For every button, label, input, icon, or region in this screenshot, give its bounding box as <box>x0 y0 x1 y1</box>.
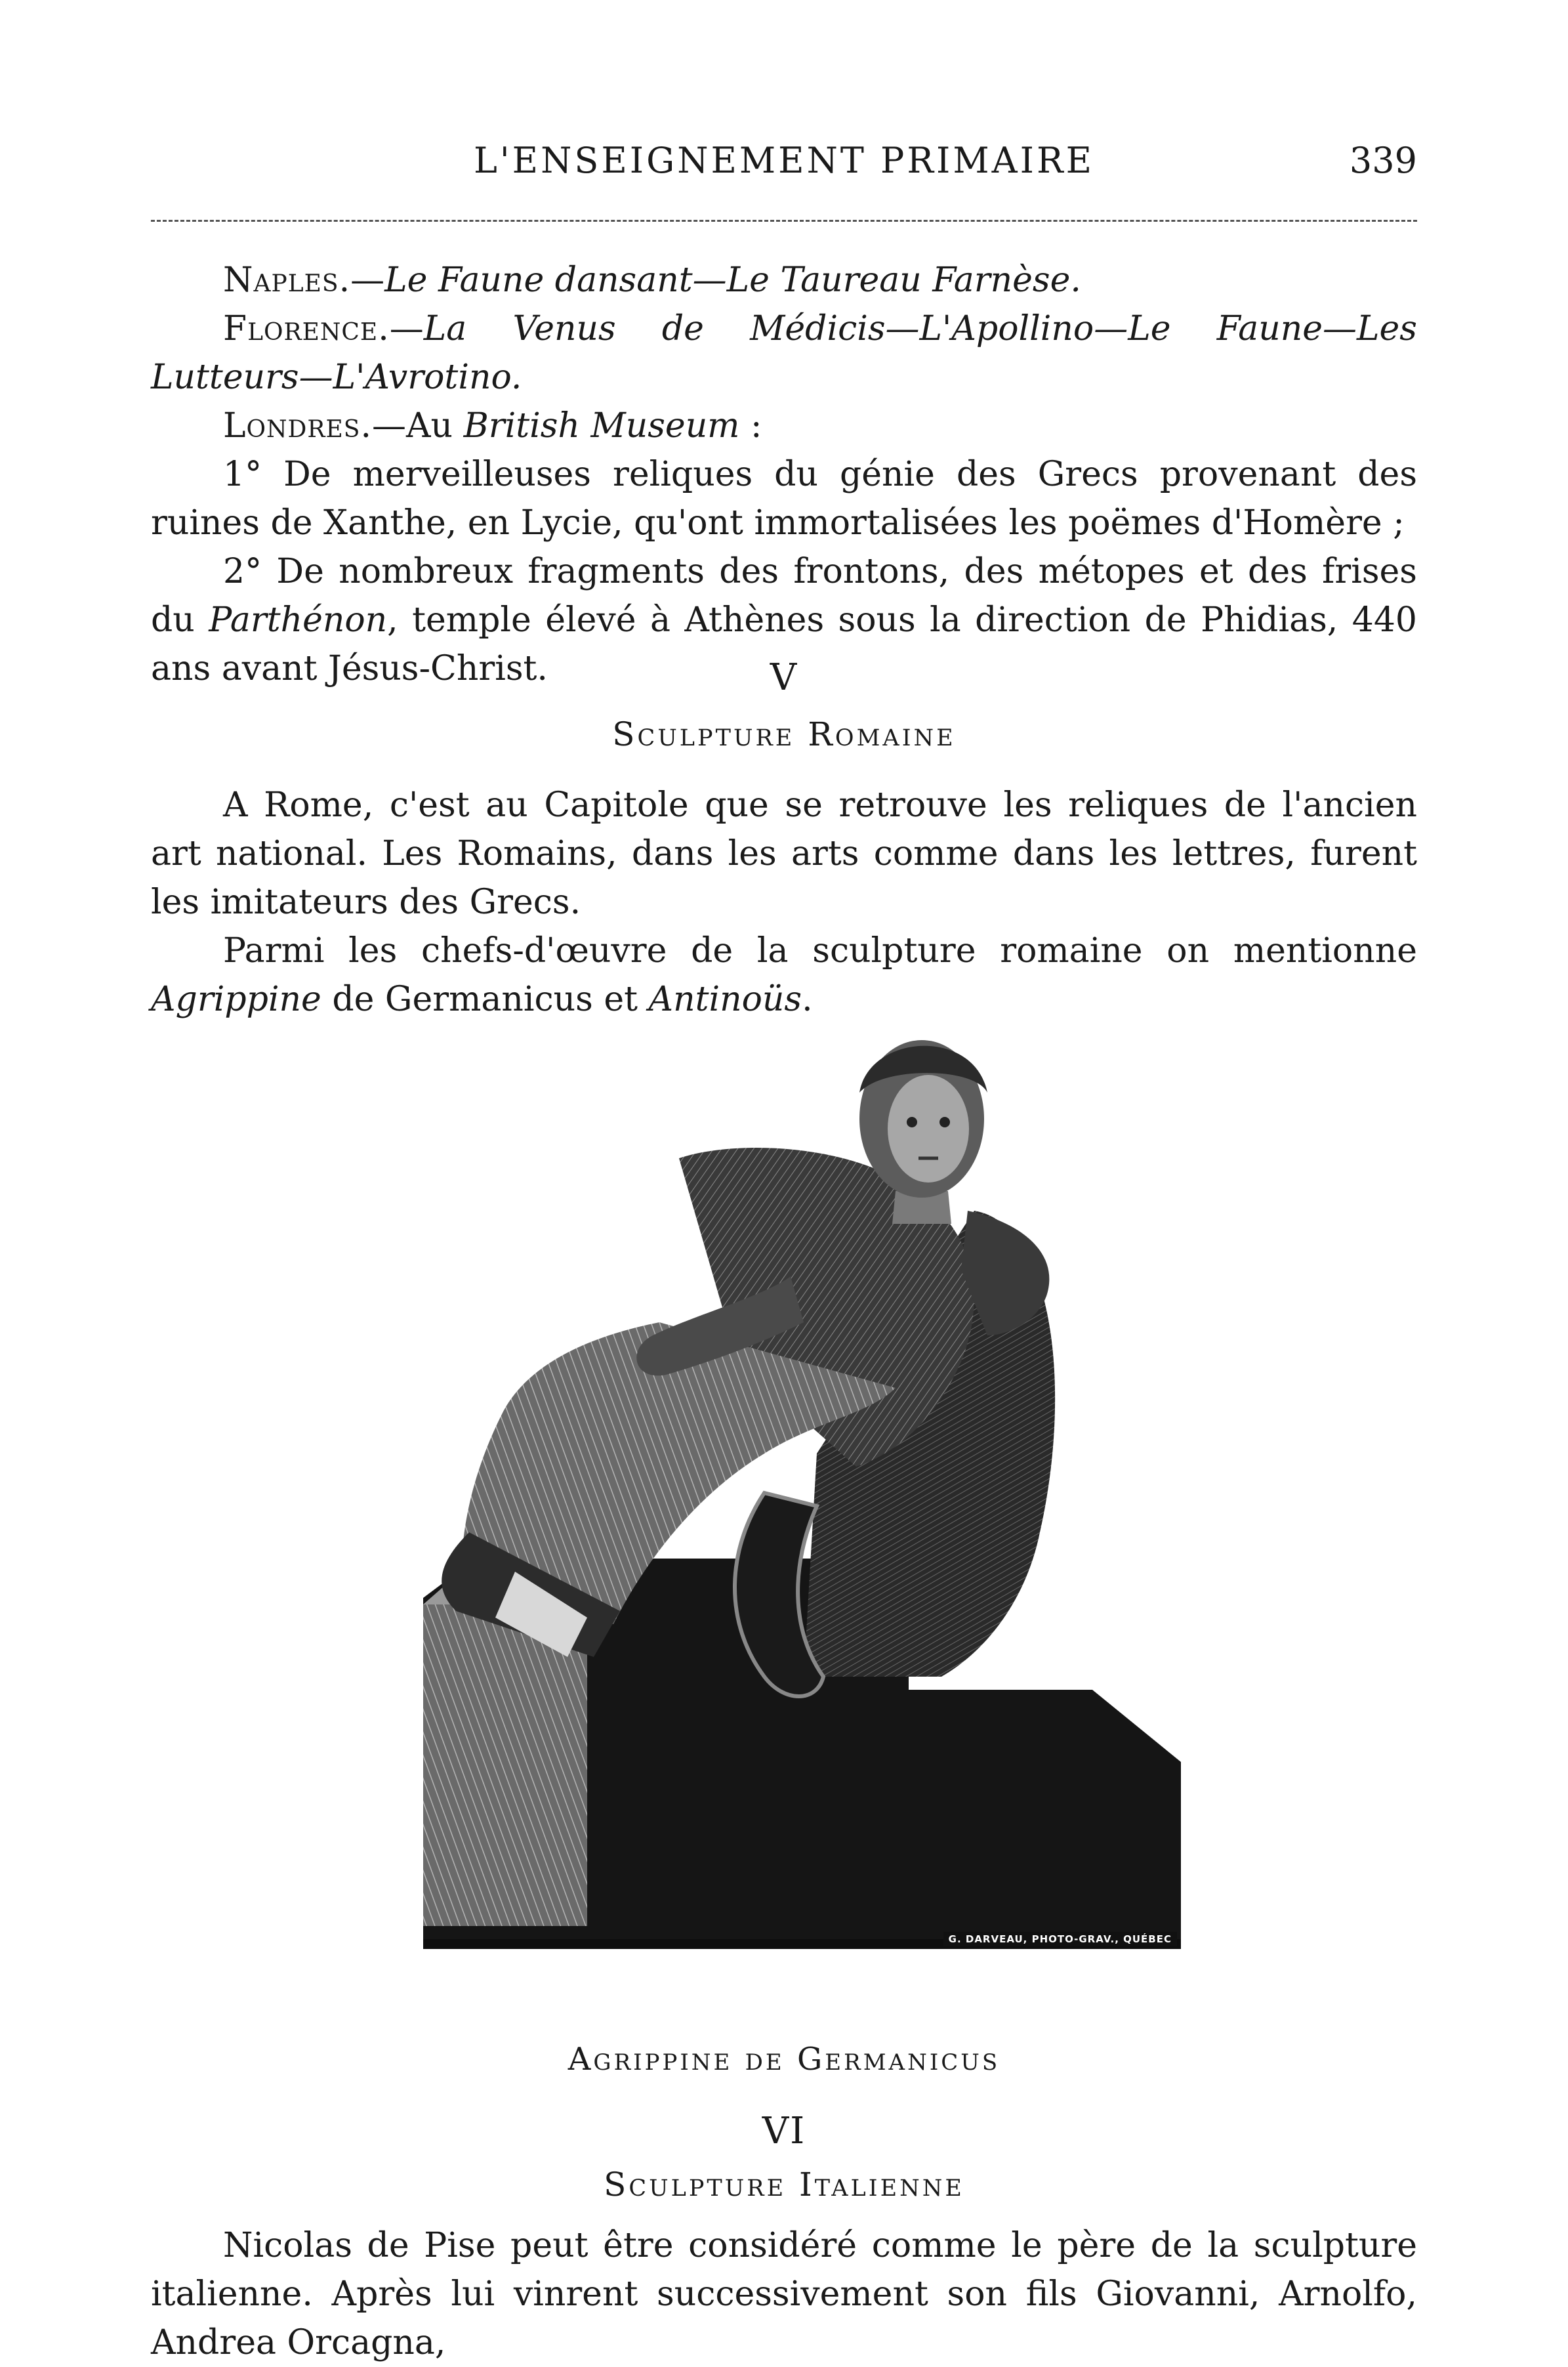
figure-caption: Agrippine de Germanicus <box>567 2041 1001 2078</box>
paragraph: A Rome, c'est au Capitole que se retrouve les reliques de l'ancien art national. Les Romains, dans les arts comme dans les lettres, furent les imitateurs des Grecs. <box>151 786 1417 922</box>
page-number: 339 <box>1349 140 1417 181</box>
running-title: L'ENSEIGNEMENT PRIMAIRE <box>473 140 1095 181</box>
paragraph: Nicolas de Pise peut être considéré comme le père de la sculpture italienne. Après lui vinrent successivement son fils Giovanni, Arnolfo, Andrea Orcagna, <box>151 2226 1417 2362</box>
section-v-title: Sculpture Romaine <box>612 715 956 753</box>
londres-text: —Au <box>371 406 464 446</box>
para-text: Parmi les chefs-d'œuvre de la sculpture romaine on mentionne <box>223 931 1417 971</box>
para-text: de Germanicus et <box>321 980 649 1019</box>
running-head <box>151 135 1417 187</box>
list-item-londres <box>151 402 1417 450</box>
city-label-naples: Naples. <box>223 261 351 300</box>
city-label-londres: Londres. <box>223 406 372 446</box>
museum-name: British Museum <box>463 406 740 446</box>
header-rule <box>151 220 1417 222</box>
statue-illustration <box>397 994 1181 1949</box>
italic-term: Antinoüs <box>648 980 802 1019</box>
list-item-naples <box>151 256 1417 304</box>
section-v-number: V <box>770 656 798 699</box>
section-vi-body <box>151 2221 1417 2367</box>
eye <box>939 1117 950 1127</box>
colon: : <box>739 406 762 446</box>
separator: — <box>350 261 385 300</box>
italic-term: Agrippine <box>151 980 321 1019</box>
museum-list <box>151 256 1417 693</box>
item2-text-end: , temple élevé à Athènes sous la direction de Phidias, 440 ans avant Jésus-Christ. <box>151 600 1417 688</box>
section-vi-title: Sculpture Italienne <box>604 2166 964 2204</box>
section-v-body <box>151 781 1417 1024</box>
section-vi-number: VI <box>762 2110 806 2152</box>
works-naples: Le Faune dansant—Le Taureau Farnèse. <box>384 261 1081 300</box>
statue-engraving <box>397 994 1181 1949</box>
para-text: . <box>802 980 813 1019</box>
works-florence: La Venus de Médicis—L'Apollino—Le Faune—Les Lutteurs—L'Avrotino. <box>151 309 1417 397</box>
item2-italic: Parthénon <box>209 600 388 640</box>
list-item-1: 1° De merveilleuses reliques du génie des Grecs provenant des ruines de Xanthe, en Lycie, qu'ont immortalisées les poëmes d'Homère ; <box>151 455 1417 543</box>
engraver-credit: G. DARVEAU, PHOTO-GRAV., QUÉBEC <box>943 1932 1177 1946</box>
city-label-florence: Florence. <box>223 309 390 348</box>
separator: — <box>389 309 424 348</box>
list-item-florence <box>151 304 1417 402</box>
face <box>888 1075 969 1183</box>
eye <box>907 1117 917 1127</box>
item2-text: 2° De nombreux fragments des frontons, des métopes et des frises du <box>151 552 1417 640</box>
